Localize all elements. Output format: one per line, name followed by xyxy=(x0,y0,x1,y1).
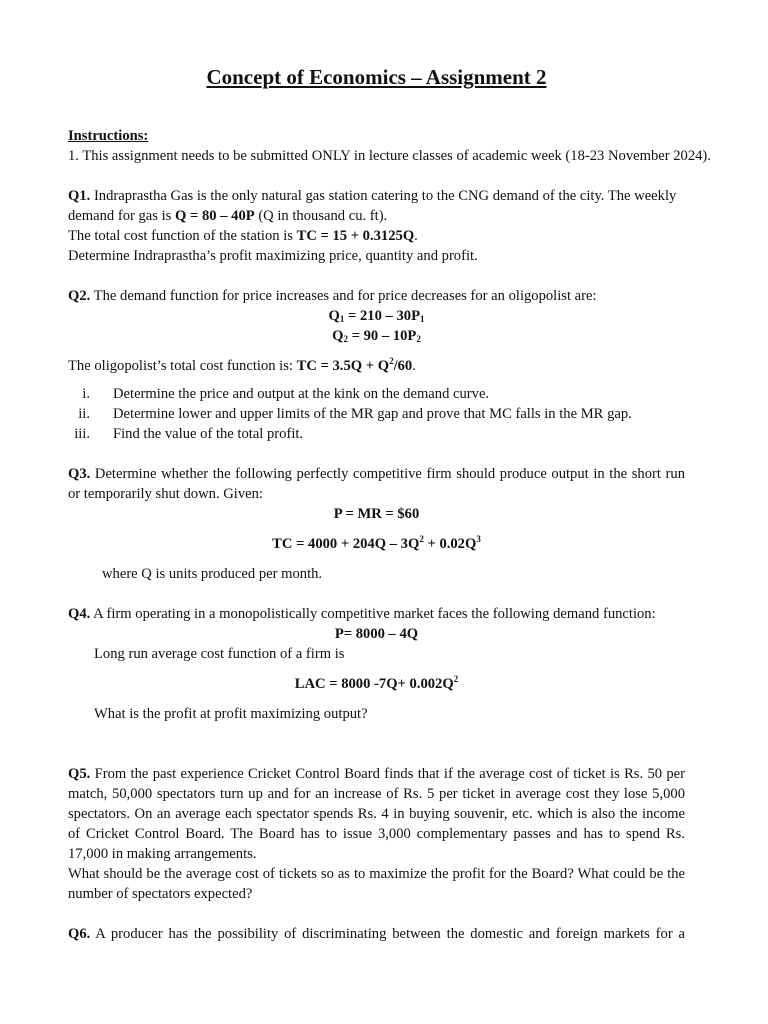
q3-tc-eq xyxy=(68,534,685,554)
q2-tc-text: The oligopolist’s total cost function is: xyxy=(68,358,297,374)
q2-tc-a: TC = 3.5Q + Q xyxy=(296,358,390,374)
q2-tc-b: /60 xyxy=(393,358,413,374)
q4-lac-sup: 2 xyxy=(453,674,459,684)
q2-eq2-q: Q xyxy=(332,328,344,344)
q2-eq1-qsub: 1 xyxy=(339,314,345,324)
list-item-text: Find the value of the total profit. xyxy=(113,426,304,442)
q3-text: Determine whether the following perfectly competitive firm should produce output in the short run or temporarily shut down. Given: xyxy=(68,466,685,502)
assignment-page xyxy=(68,62,711,944)
q3-tc-sup1: 2 xyxy=(419,534,424,544)
q4-text: A firm operating in a monopolistically competitive market faces the following demand function: xyxy=(90,606,656,622)
q2-text: The demand function for price increases and for price decreases for an oligopolist are: xyxy=(90,288,597,304)
q4-statement xyxy=(68,604,685,624)
instructions-section xyxy=(68,126,711,166)
question-1 xyxy=(68,186,685,266)
q2-eq2-qsub: 2 xyxy=(343,334,349,344)
q4-demand-eq: P= 8000 – 4Q xyxy=(334,626,419,642)
q1-tc-eq: TC = 15 + 0.3125Q xyxy=(296,228,415,244)
q4-lac-text: Long run average cost function of a firm is xyxy=(94,646,345,662)
q1-tc-end: . xyxy=(414,228,418,244)
q2-eq2-rhs: = 90 – 10P xyxy=(348,328,417,344)
list-item-number: i. xyxy=(82,386,90,402)
q3-tc-b: + 0.02Q xyxy=(423,536,477,552)
q3-tc-sup2: 3 xyxy=(476,534,481,544)
list-item-number: ii. xyxy=(78,406,90,422)
q2-eq1-psub: 1 xyxy=(419,314,425,324)
q5-label: Q5. xyxy=(68,766,91,782)
q1-task: Determine Indraprastha’s profit maximizing price, quantity and profit. xyxy=(68,248,478,264)
list-item xyxy=(68,384,685,404)
question-5 xyxy=(68,764,685,904)
q2-tc-sup: 2 xyxy=(389,356,394,366)
list-item xyxy=(68,424,685,444)
list-item xyxy=(68,404,685,424)
q2-eq2-psub: 2 xyxy=(416,334,421,344)
question-6 xyxy=(68,924,685,944)
q2-statement xyxy=(68,286,685,306)
q2-subquestions xyxy=(68,384,685,444)
question-4 xyxy=(68,604,685,724)
q3-statement xyxy=(68,464,685,504)
q1-text-b: (Q in thousand cu. ft). xyxy=(254,208,388,224)
q4-label: Q4. xyxy=(68,606,91,622)
question-2 xyxy=(68,286,685,444)
q1-demand-eq: Q = 80 – 40P xyxy=(175,208,255,224)
q3-label: Q3. xyxy=(68,466,91,482)
q1-statement xyxy=(68,186,685,226)
question-3 xyxy=(68,464,685,584)
q2-equation-1 xyxy=(68,306,685,326)
q5-statement xyxy=(68,764,685,864)
q6-statement xyxy=(68,924,685,944)
q1-text-a: Indraprastha Gas is the only natural gas station catering to the CNG demand of the city. The weekly demand for gas is xyxy=(68,188,677,224)
q1-cost xyxy=(68,226,685,246)
q2-eq1-q: Q xyxy=(328,308,340,324)
page-title: Concept of Economics – Assignment 2 xyxy=(206,65,547,89)
q2-label: Q2. xyxy=(68,288,91,304)
q1-tc-text: The total cost function of the station is xyxy=(68,228,297,244)
q3-tc-a: TC = 4000 + 204Q – 3Q xyxy=(272,536,420,552)
q5-text: From the past experience Cricket Control Board finds that if the average cost of ticket is Rs. 50 per match, 50,000 spectators turn up and for an increase of Rs. 5 per ticket in average cost they lose 5,000 spectators. On an average each spectator spends Rs. 4 in buying souvenir, etc. which is also the income of Cricket Control Board. The Board has to issue 3,000 complementary passes and has to spend Rs. 17,000 in making arrangements. xyxy=(68,766,685,862)
q6-label: Q6. xyxy=(68,926,91,942)
q2-equation-2 xyxy=(68,326,685,346)
instructions-heading: Instructions: xyxy=(68,128,149,144)
q2-eq1-rhs: = 210 – 30P xyxy=(344,308,420,324)
list-item-number: iii. xyxy=(74,426,90,442)
q4-question: What is the profit at profit maximizing output? xyxy=(94,706,368,722)
instruction-line-1: 1. This assignment needs to be submitted ONLY in lecture classes of academic week (18-23 November 2024). xyxy=(68,148,711,164)
q2-cost xyxy=(68,356,685,376)
list-item-text: Determine lower and upper limits of the MR gap and prove that MC falls in the MR gap. xyxy=(113,406,632,422)
q3-note: where Q is units produced per month. xyxy=(102,566,323,582)
q4-lac-eq xyxy=(68,674,685,694)
q2-tc-eq xyxy=(297,358,413,374)
q3-price-eq: P = MR = $60 xyxy=(333,506,420,522)
q6-text: A producer has the possibility of discriminating between the domestic and foreign markets for a xyxy=(90,926,685,942)
list-item-text: Determine the price and output at the kink on the demand curve. xyxy=(113,386,490,402)
q5-question: What should be the average cost of tickets so as to maximize the profit for the Board? What could be the number of spectators expected? xyxy=(68,866,685,902)
q4-lac-a: LAC = 8000 -7Q+ 0.002Q xyxy=(294,676,454,692)
q1-label: Q1. xyxy=(68,188,91,204)
q2-tc-end: . xyxy=(412,358,416,374)
